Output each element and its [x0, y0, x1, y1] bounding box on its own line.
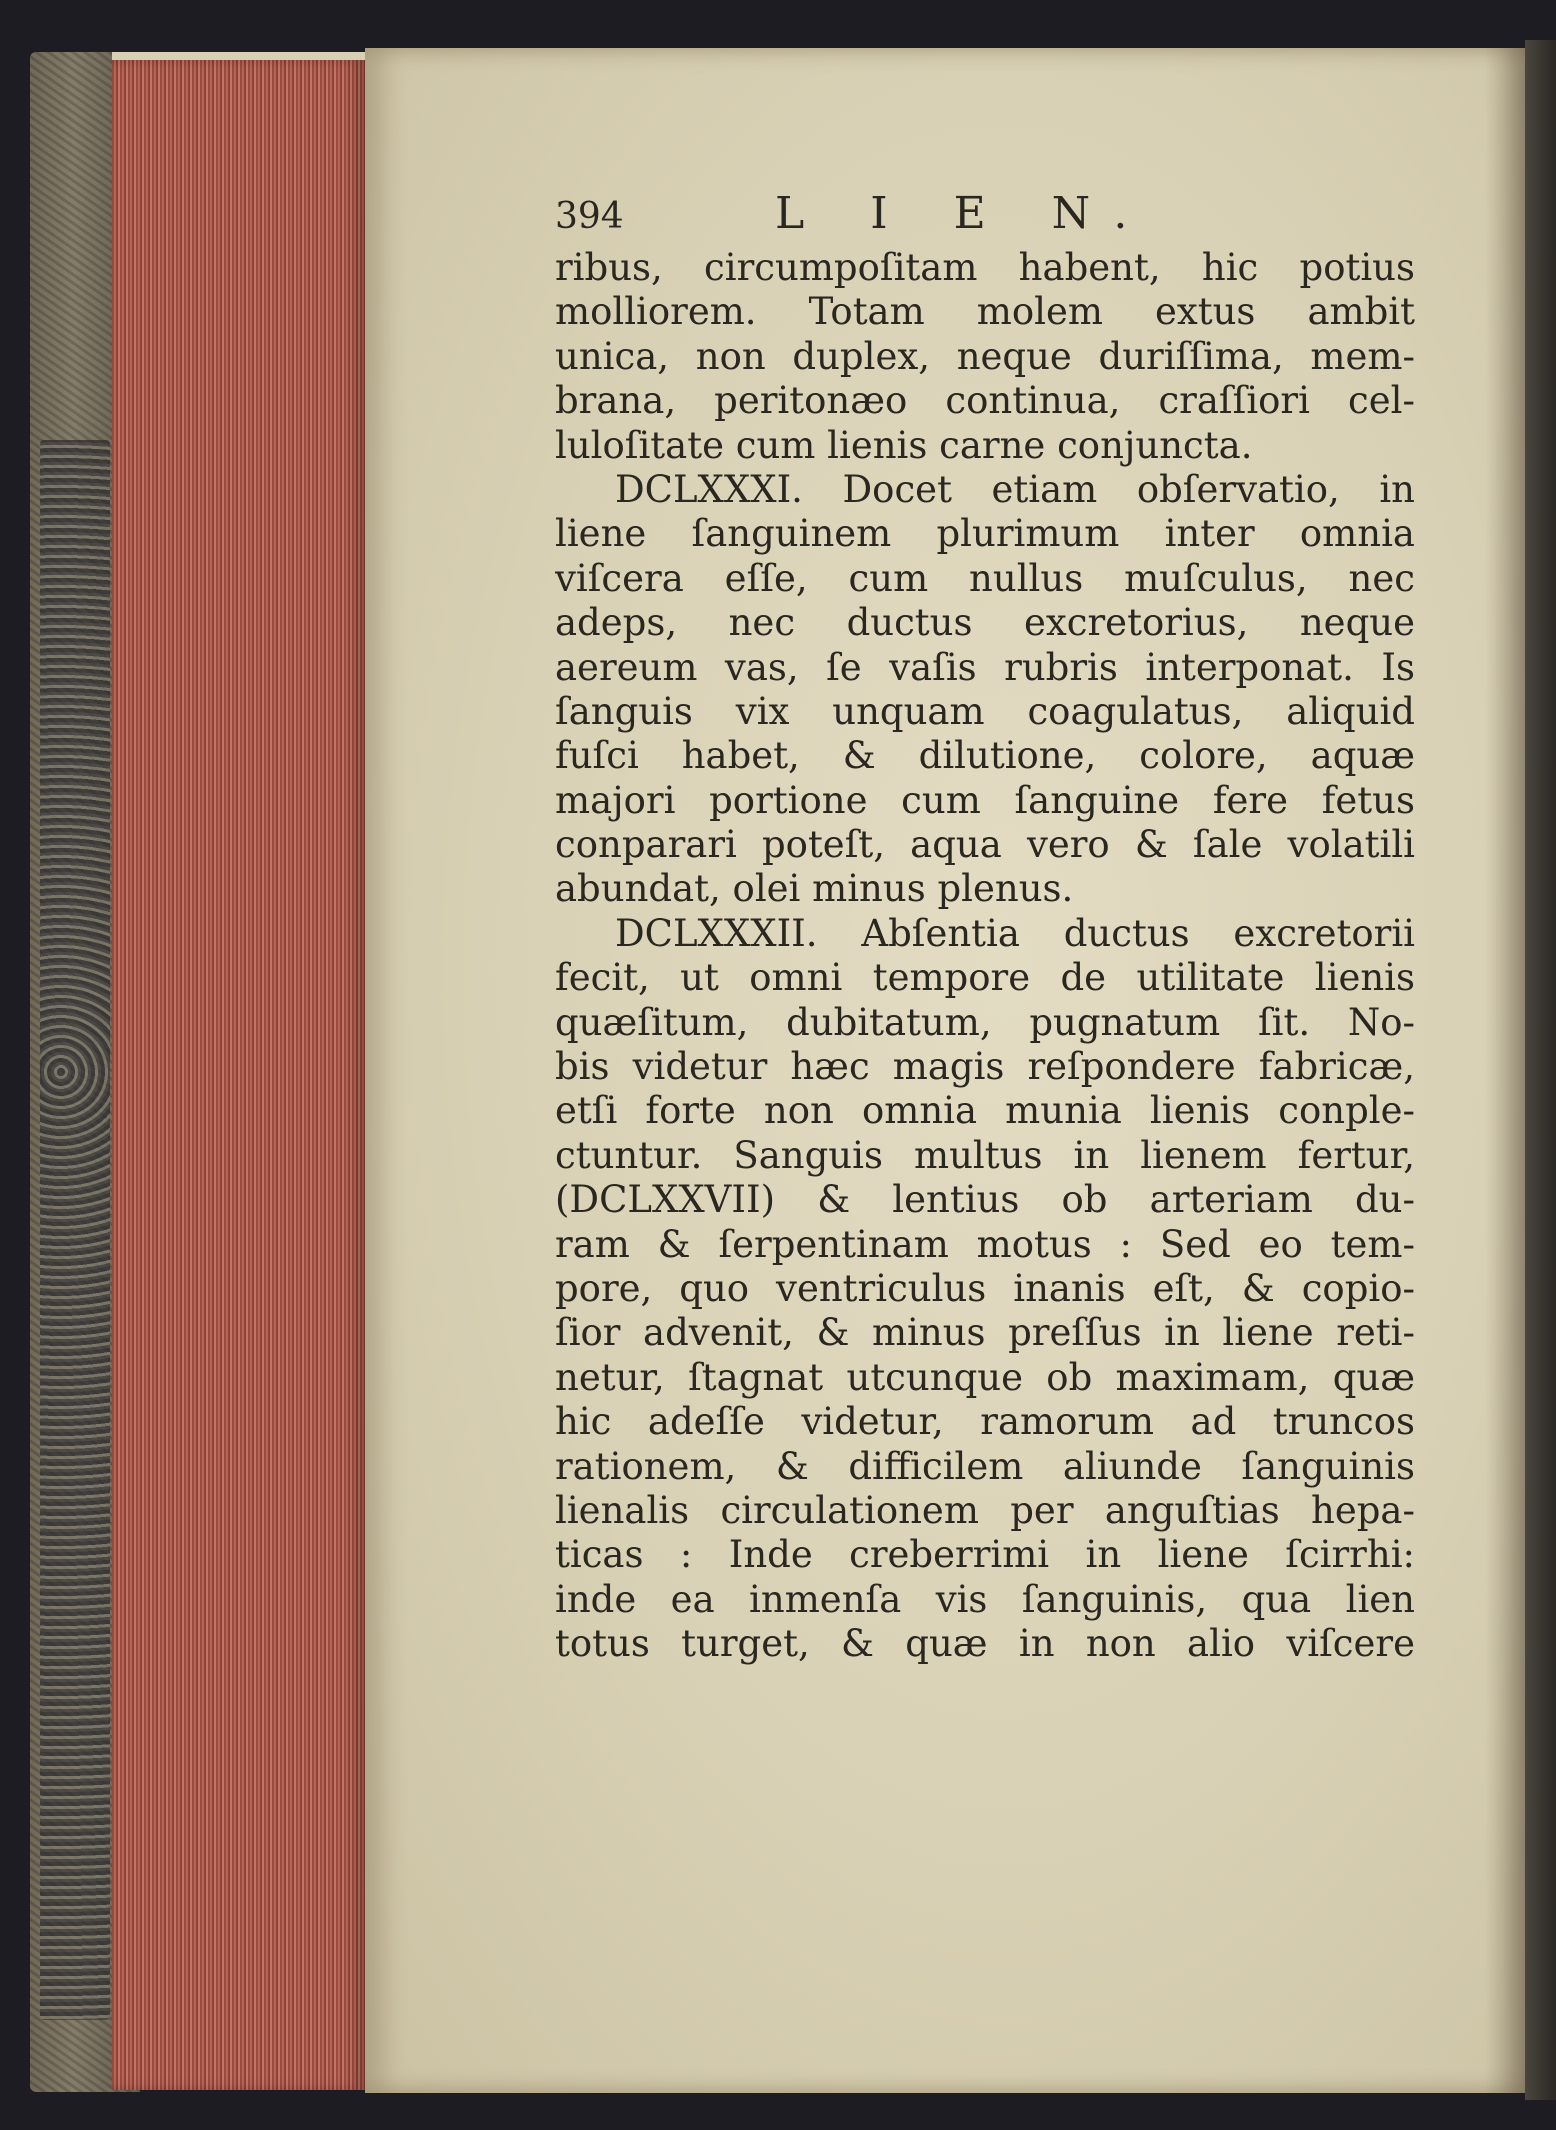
text-line: molliorem. Totam molem extus ambit: [555, 290, 1415, 334]
text-line: pore, quo ventriculus inanis eſt, & copio-: [555, 1266, 1415, 1310]
text-line: rationem, & difficilem aliunde ſanguinis: [555, 1444, 1415, 1488]
text-line: ſanguis vix unquam coagulatus, aliquid: [555, 689, 1415, 733]
text-line: viſcera eſſe, cum nullus muſculus, nec: [555, 556, 1415, 600]
marbled-cover-pattern: [40, 440, 110, 2020]
facing-page-edge: [1525, 40, 1556, 2100]
page-gutter-shadow: [1485, 48, 1525, 2093]
text-line: quæſitum, dubitatum, pugnatum ſit. No-: [555, 1000, 1415, 1044]
text-line: ctuntur. Sanguis multus in lienem fertur,: [555, 1133, 1415, 1177]
running-head: L I E N.: [775, 188, 1154, 239]
text-line: brana, peritonæo continua, craſſiori cel-: [555, 379, 1415, 423]
text-line: ticas : Inde creberrimi in liene ſcirrhi:: [555, 1533, 1415, 1577]
text-line: totus turget, & quæ in non alio viſcere: [555, 1622, 1415, 1666]
text-line: aereum vas, ſe vaſis rubris interponat. Is: [555, 645, 1415, 689]
text-line: luloſitate cum lienis carne conjuncta.: [555, 423, 1253, 467]
section-heading-line: DCLXXXII. Abſentia ductus excretorii: [615, 911, 1415, 955]
text-line: liene ſanguinem plurimum inter omnia: [555, 512, 1415, 556]
text-line: bis videtur hæc magis reſpondere fabricæ,: [555, 1045, 1415, 1089]
text-line: ribus, circumpoſitam habent, hic potius: [555, 246, 1415, 289]
text-line: ram & ſerpentinam motus : Sed eo tem-: [555, 1222, 1415, 1266]
text-line: majori portione cum ſanguine fere fetus: [555, 778, 1415, 822]
page-number: 394: [555, 196, 624, 237]
page-edges: [112, 60, 367, 2090]
text-line: netur, ſtagnat utcunque ob maximam, quæ: [555, 1355, 1415, 1399]
text-line: ſior advenit, & minus preſſus in liene reti-: [555, 1311, 1415, 1355]
text-line: lienalis circulationem per anguſtias hepa-: [555, 1488, 1415, 1532]
page-text: [555, 188, 1415, 1667]
text-line: etſi forte non omnia munia lienis conple-: [555, 1089, 1415, 1133]
text-line: hic adeſſe videtur, ramorum ad truncos: [555, 1400, 1415, 1444]
text-line: fecit, ut omni tempore de utilitate lienis: [555, 956, 1415, 1000]
text-line: inde ea inmenſa vis ſanguinis, qua lien: [555, 1577, 1415, 1621]
section-heading-line: DCLXXXI. Docet etiam obſervatio, in: [615, 467, 1415, 511]
text-line: fuſci habet, & dilutione, colore, aquæ: [555, 734, 1415, 778]
text-line: (DCLXXVII) & lentius ob arteriam du-: [555, 1178, 1415, 1222]
text-line: unica, non duplex, neque duriſſima, mem-: [555, 334, 1415, 378]
text-line: conparari poteſt, aqua vero & ſale volatili: [555, 823, 1415, 867]
text-line: adeps, nec ductus excretorius, neque: [555, 601, 1415, 645]
text-line: abundat, olei minus plenus.: [555, 867, 1074, 911]
page-header: [555, 188, 1415, 246]
